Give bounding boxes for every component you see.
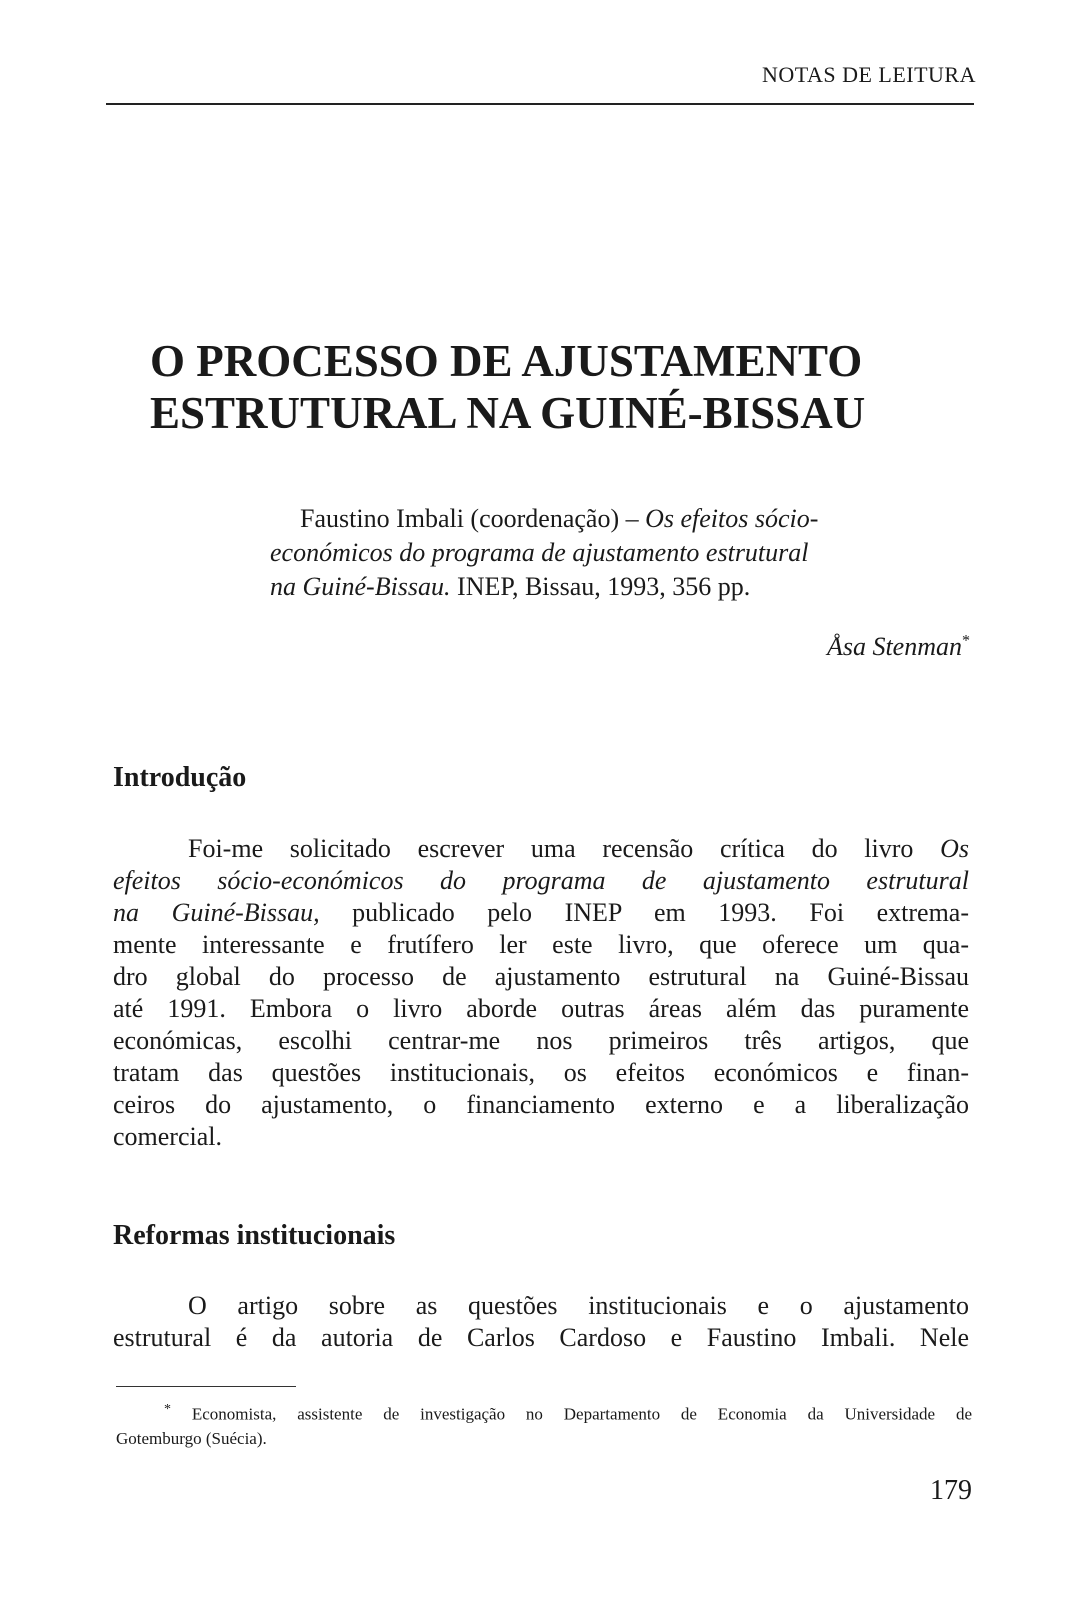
footnote-rule xyxy=(116,1386,296,1387)
section-heading-reformas: Reformas institucionais xyxy=(113,1220,396,1251)
footnote-marker: * xyxy=(164,1402,171,1417)
footnote-line-1 xyxy=(116,1398,972,1427)
review-author xyxy=(827,632,970,662)
book-title-italic: Os xyxy=(940,834,969,863)
reference-book-title-part-2: económicos do programa de ajustamento estrutural xyxy=(270,538,809,567)
section-heading-introducao: Introdução xyxy=(113,762,247,793)
title-line-1: O PROCESSO DE AJUSTAMENTO xyxy=(150,336,863,386)
paragraph-line: O artigo sobre as questões institucionais e o ajustamento xyxy=(188,1291,969,1320)
paragraph-line: até 1991. Embora o livro aborde outras áreas além das puramente xyxy=(113,994,969,1023)
footnote xyxy=(116,1398,972,1451)
book-title-italic: efeitos sócio-económicos do programa de ajustamento estrutural xyxy=(113,866,969,895)
paragraph-line xyxy=(113,865,969,897)
paragraph-line: ceiros do ajustamento, o financiamento externo e a liberalização xyxy=(113,1090,969,1119)
running-head: NOTAS DE LEITURA xyxy=(762,62,976,87)
reference-author: Faustino Imbali (coordenação) – xyxy=(300,504,646,533)
paragraph-line: económicas, escolhi centrar-me nos primeiros três artigos, que xyxy=(113,1026,969,1055)
intro-paragraph xyxy=(113,833,969,1153)
author-footnote-marker: * xyxy=(962,632,970,650)
paragraph-line: mente interessante e frutífero ler este livro, que oferece um qua- xyxy=(113,930,969,959)
paragraph-line xyxy=(113,833,969,865)
author-name: Åsa Stenman xyxy=(826,632,962,661)
footnote-text-1: Economista, assistente de investigação no Departamento de Economia da Universidade de xyxy=(191,1404,972,1424)
header-rule xyxy=(106,103,974,105)
paragraph-line: tratam das questões institucionais, os efeitos económicos e finan- xyxy=(113,1058,969,1087)
book-reference xyxy=(270,502,970,604)
article-title xyxy=(150,335,970,439)
paragraph-line: comercial. xyxy=(113,1122,222,1151)
page-number: 179 xyxy=(930,1475,972,1506)
reformas-paragraph xyxy=(113,1290,969,1354)
reference-line-2 xyxy=(270,536,970,570)
line-text: publicado pelo INEP em 1993. Foi extrema- xyxy=(319,898,969,927)
reference-line-3 xyxy=(270,570,970,604)
title-line-2: ESTRUTURAL NA GUINÉ-BISSAU xyxy=(150,388,866,438)
paragraph-line: estrutural é da autoria de Carlos Cardoso e Faustino Imbali. Nele xyxy=(113,1323,969,1352)
reference-book-title-part-3: na Guiné-Bissau. xyxy=(270,572,451,601)
book-title-italic: na Guiné-Bissau, xyxy=(113,898,320,927)
footnote-line-2: Gotemburgo (Suécia). xyxy=(116,1428,267,1448)
reference-line-1 xyxy=(270,502,970,536)
reference-book-title-part-1: Os efeitos sócio- xyxy=(645,504,819,533)
line-text: Foi-me solicitado escrever uma recensão crítica do livro xyxy=(188,834,941,863)
reference-publication-info: INEP, Bissau, 1993, 356 pp. xyxy=(450,572,751,601)
paragraph-line xyxy=(113,897,969,929)
paragraph-line: dro global do processo de ajustamento estrutural na Guiné-Bissau xyxy=(113,962,969,991)
